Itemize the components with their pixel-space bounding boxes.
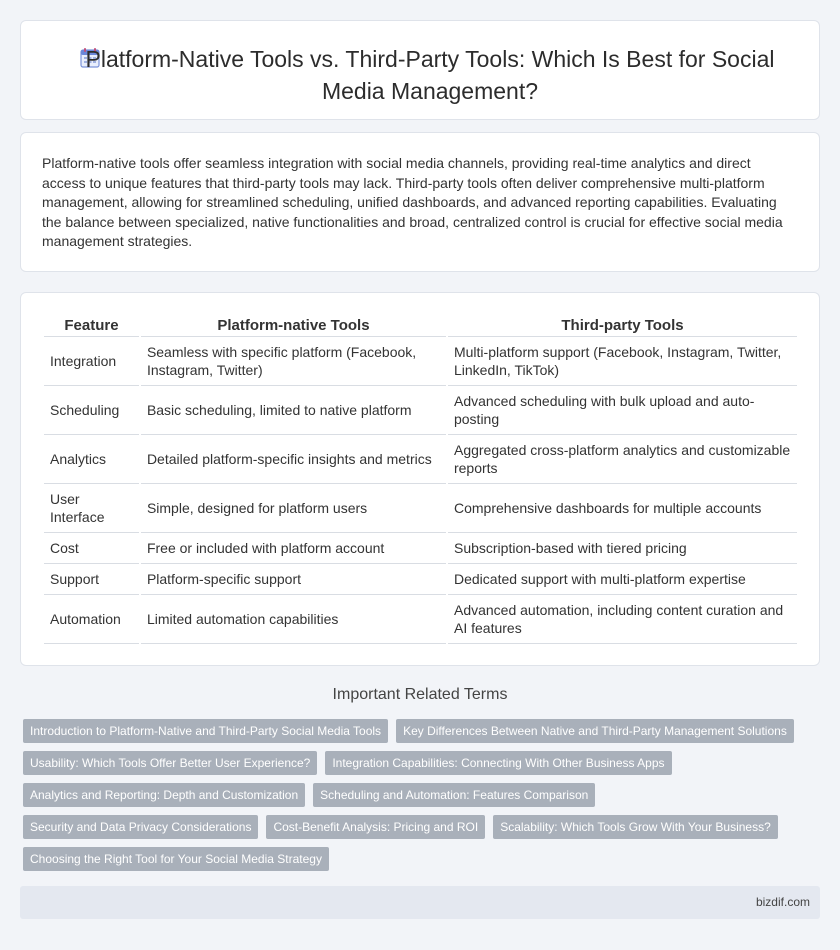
related-term-tag[interactable]: Introduction to Platform-Native and Third-Party Social Media Tools (23, 719, 388, 743)
third-party-cell: Advanced automation, including content curation and AI features (448, 595, 797, 644)
third-party-cell: Aggregated cross-platform analytics and customizable reports (448, 435, 797, 484)
native-cell: Limited automation capabilities (141, 595, 446, 644)
related-term-tag[interactable]: Scalability: Which Tools Grow With Your Business? (493, 815, 778, 839)
header-feature: Feature (44, 316, 139, 337)
related-term-tag[interactable]: Integration Capabilities: Connecting With Other Business Apps (325, 751, 671, 775)
header-platform-native: Platform-native Tools (141, 316, 446, 337)
native-cell: Platform-specific support (141, 564, 446, 595)
related-term-tag[interactable]: Usability: Which Tools Offer Better User Experience? (23, 751, 317, 775)
table-row (44, 595, 797, 644)
intro-paragraph: Platform-native tools offer seamless integration with social media channels, providing real-time analytics and direct access to unique features that third-party tools may lack. Third-party tools often deliver comprehensive multi-platform management, allowing for streamlined scheduling, unified dashboards, and advanced reporting capabilities. Evaluating the balance between specialized, native functionalities and broad, centralized control is crucial for effective social media management strategies. (42, 155, 783, 249)
related-term-tag[interactable]: Analytics and Reporting: Depth and Customization (23, 783, 305, 807)
related-terms-heading: Important Related Terms (332, 686, 508, 703)
table-row (44, 386, 797, 435)
table-row (44, 564, 797, 595)
table-row (44, 533, 797, 564)
related-term-tag[interactable]: Key Differences Between Native and Third-Party Management Solutions (396, 719, 794, 743)
third-party-cell: Advanced scheduling with bulk upload and auto-posting (448, 386, 797, 435)
related-term-tag[interactable]: Scheduling and Automation: Features Comparison (313, 783, 595, 807)
native-cell: Basic scheduling, limited to native platform (141, 386, 446, 435)
feature-cell: User Interface (44, 484, 139, 533)
native-cell: Free or included with platform account (141, 533, 446, 564)
feature-cell: Analytics (44, 435, 139, 484)
header-third-party: Third-party Tools (448, 316, 797, 337)
intro-card (20, 132, 820, 272)
feature-cell: Scheduling (44, 386, 139, 435)
third-party-cell: Dedicated support with multi-platform expertise (448, 564, 797, 595)
third-party-cell: Comprehensive dashboards for multiple accounts (448, 484, 797, 533)
table-row (44, 337, 797, 386)
footer (20, 886, 820, 919)
native-cell: Seamless with specific platform (Facebook, Instagram, Twitter) (141, 337, 446, 386)
title-card (20, 20, 820, 120)
third-party-cell: Subscription-based with tiered pricing (448, 533, 797, 564)
comparison-table (42, 316, 799, 644)
related-term-tag[interactable]: Choosing the Right Tool for Your Social Media Strategy (23, 847, 329, 871)
page-title: Platform-Native Tools vs. Third-Party Tools: Which Is Best for Social Media Management? (85, 46, 775, 104)
related-term-tag[interactable]: Cost-Benefit Analysis: Pricing and ROI (266, 815, 485, 839)
third-party-cell: Multi-platform support (Facebook, Instagram, Twitter, LinkedIn, TikTok) (448, 337, 797, 386)
comparison-table-card (20, 292, 820, 666)
native-cell: Detailed platform-specific insights and metrics (141, 435, 446, 484)
feature-cell: Support (44, 564, 139, 595)
table-row (44, 435, 797, 484)
related-terms-list (23, 719, 823, 879)
site-link[interactable]: bizdif.com (755, 895, 810, 909)
table-row (44, 484, 797, 533)
feature-cell: Integration (44, 337, 139, 386)
native-cell: Simple, designed for platform users (141, 484, 446, 533)
feature-cell: Cost (44, 533, 139, 564)
related-term-tag[interactable]: Security and Data Privacy Considerations (23, 815, 258, 839)
feature-cell: Automation (44, 595, 139, 644)
